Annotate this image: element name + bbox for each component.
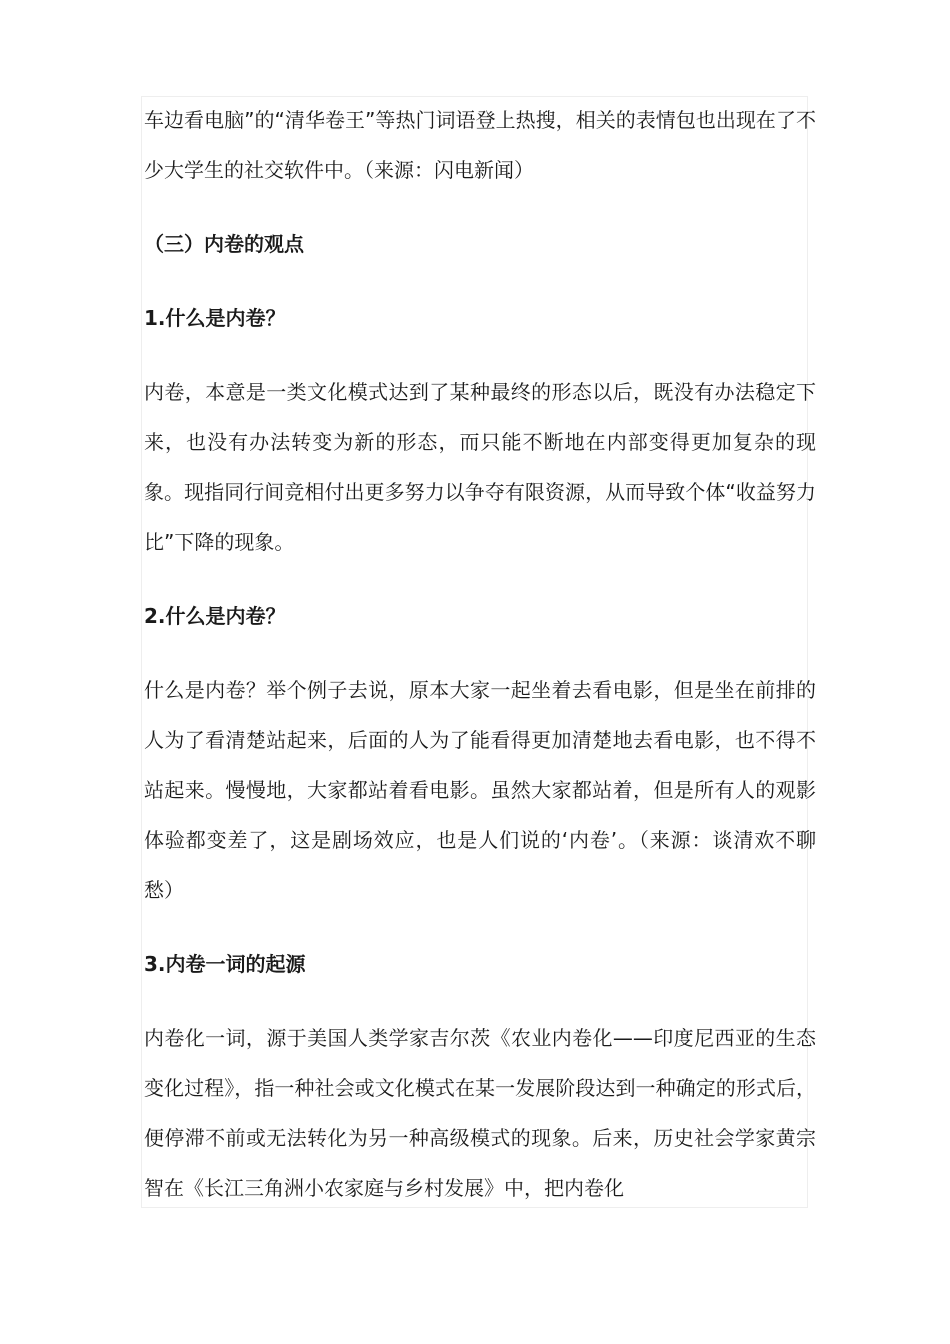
document-body (144, 95, 816, 1213)
section-heading-viewpoints: （三）内卷的观点 (144, 232, 304, 256)
paragraph-intro: 车边看电脑”的“清华卷王”等热门词语登上热搜，相关的表情包也出现在了不少大学生的社交软件中。（来源：闪电新闻） (144, 108, 816, 182)
subheading-1: 1.什么是内卷？ (144, 306, 286, 330)
paragraph-definition: 内卷，本意是一类文化模式达到了某种最终的形态以后，既没有办法稳定下来，也没有办法转变为新的形态，而只能不断地在内部变得更加复杂的现象。现指同行间竞相付出更多努力以争夺有限资源，从而导致个体“收益努力比”下降的现象。 (144, 380, 816, 554)
subheading-3: 3.内卷一词的起源 (144, 952, 306, 976)
paragraph-example: 什么是内卷？举个例子去说，原本大家一起坐着去看电影，但是坐在前排的人为了看清楚站起来，后面的人为了能看得更加清楚地去看电影，也不得不站起来。慢慢地，大家都站着看电影。虽然大家都站着，但是所有人的观影体验都变差了，这是剧场效应，也是人们说的‘内卷’。（来源：谈清欢不聊愁） (144, 678, 816, 902)
paragraph-origin: 内卷化一词，源于美国人类学家吉尔茨《农业内卷化——印度尼西亚的生态变化过程》，指一种社会或文化模式在某一发展阶段达到一种确定的形式后，便停滞不前或无法转化为另一种高级模式的现象。后来，历史社会学家黄宗智在《长江三角洲小农家庭与乡村发展》中，把内卷化 (144, 1026, 816, 1200)
subheading-2: 2.什么是内卷？ (144, 604, 286, 628)
